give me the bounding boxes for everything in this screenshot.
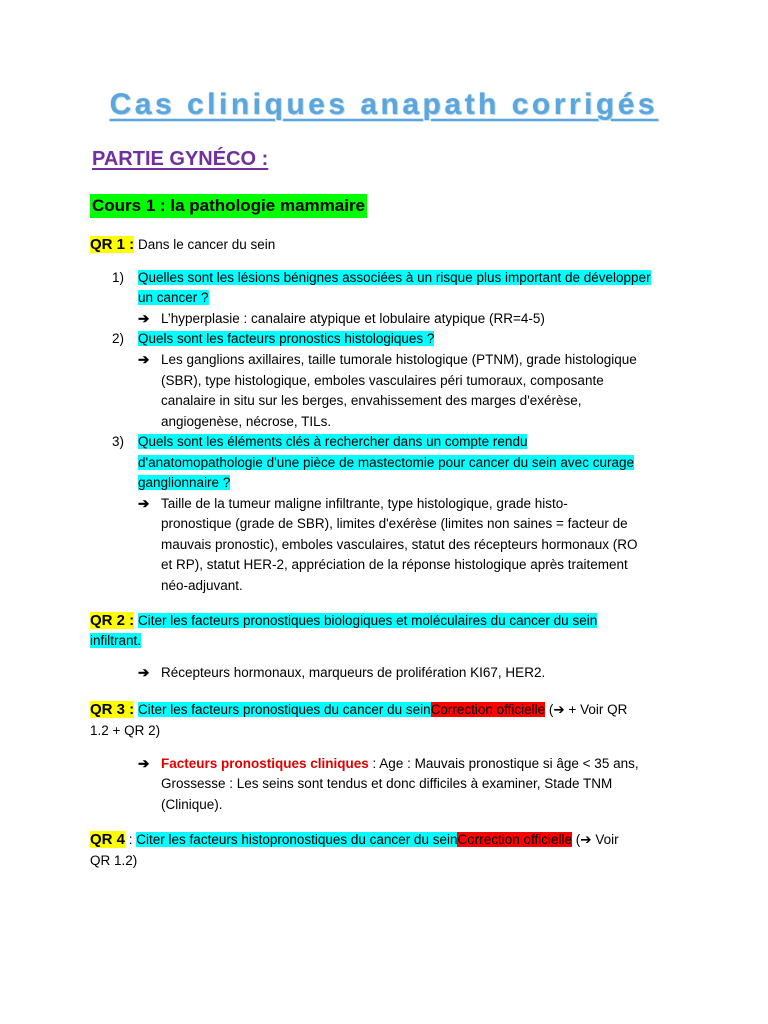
qr3-answer-red: Facteurs pronostiques cliniques xyxy=(161,756,369,771)
arrow-icon: ➔ xyxy=(580,832,592,847)
arrow-icon: ➔ xyxy=(138,496,150,511)
qr2-question2: infiltrant. xyxy=(90,633,142,648)
q1-text1: Quelles sont les lésions bénignes associées à un risque plus important de développer xyxy=(138,270,651,285)
document-title: Cas cliniques anapath corrigés xyxy=(109,88,659,121)
qr4-sep: : xyxy=(125,832,133,847)
q1-line1 xyxy=(138,268,651,289)
a3-line4: et RP), statut HER-2, appréciation de la réponse histologique après traitement xyxy=(161,557,628,572)
qr3-tail-text: + Voir QR xyxy=(564,702,628,717)
qr3-answer2: Grossesse : Les seins sont tendus et donc difficiles à examiner, Stade TNM xyxy=(161,776,613,791)
qr3-line1 xyxy=(90,700,627,721)
q1-number: 1) xyxy=(112,270,125,285)
qr4-line2: QR 1.2) xyxy=(90,853,138,868)
qr3-badge: Correction officielle xyxy=(430,702,546,717)
a3-line3: mauvais pronostic), emboles vasculaires, statut des récepteurs hormonaux (RO xyxy=(161,537,638,552)
qr3-answer1 xyxy=(161,754,639,775)
qr3-label: QR 3 : xyxy=(90,701,135,718)
arrow-icon: ➔ xyxy=(138,756,150,771)
a2-line4: angiogenèse, nécrose, TILs. xyxy=(161,414,332,429)
a2-line2: (SBR), type histologique, emboles vasculaires péri tumoraux, composante xyxy=(161,373,604,388)
q3-line1 xyxy=(138,432,527,453)
q3-line2 xyxy=(138,453,634,474)
q2-line xyxy=(138,329,434,350)
a3-line1: Taille de la tumeur maligne infiltrante, type histologique, grade histo- xyxy=(161,496,568,511)
qr1-label: QR 1 : xyxy=(90,236,135,253)
a2-line3: canalaire in situ sur les berges, envahissement des marges d'exérèse, xyxy=(161,393,582,408)
course-heading: Cours 1 : la pathologie mammaire xyxy=(90,194,367,218)
qr2-line2 xyxy=(90,631,141,652)
q3-number: 3) xyxy=(112,434,125,449)
q2-number: 2) xyxy=(112,331,125,346)
a1-text: L’hyperplasie : canalaire atypique et lobulaire atypique (RR=4-5) xyxy=(161,311,545,326)
qr2-line1 xyxy=(90,611,597,632)
qr1-intro: Dans le cancer du sein xyxy=(134,237,276,252)
section-heading: PARTIE GYNÉCO : xyxy=(92,148,269,170)
arrow-icon: ➔ xyxy=(138,352,150,367)
q2-text: Quels sont les facteurs pronostics histologiques ? xyxy=(138,331,435,346)
q3-line3 xyxy=(138,473,230,494)
qr4-question: Citer les facteurs histopronostiques du cancer du sein xyxy=(136,832,458,847)
qr3-question: Citer les facteurs pronostiques du cancer du sein xyxy=(137,702,431,717)
qr1-line xyxy=(90,235,275,256)
q1-text2: un cancer ? xyxy=(138,290,209,305)
arrow-icon: ➔ xyxy=(138,311,150,326)
qr3-tail-open: ( xyxy=(545,702,554,717)
qr3-answer-rest: : Age : Mauvais pronostique si âge < 35 ans, xyxy=(368,756,639,771)
qr2-question1: Citer les facteurs pronostiques biologiques et moléculaires du cancer du sein xyxy=(137,613,598,628)
arrow-icon: ➔ xyxy=(138,665,150,680)
q3-text1: Quels sont les éléments clés à rechercher dans un compte rendu xyxy=(138,434,528,449)
qr4-label: QR 4 xyxy=(90,831,126,848)
q1-line2 xyxy=(138,288,209,309)
qr4-badge: Correction officielle xyxy=(457,832,573,847)
qr2-label: QR 2 : xyxy=(90,612,135,629)
qr4-tail-text: Voir xyxy=(591,832,619,847)
qr2-answer: Récepteurs hormonaux, marqueurs de prolifération KI67, HER2. xyxy=(161,665,546,680)
arrow-icon: ➔ xyxy=(553,702,565,717)
qr4-line1 xyxy=(90,830,619,851)
a3-line2: pronostique (grade de SBR), limites d'exérèse (limites non saines = facteur de xyxy=(161,516,628,531)
qr3-line2: 1.2 + QR 2) xyxy=(90,723,161,738)
a3-line5: néo-adjuvant. xyxy=(161,578,243,593)
a2-line1: Les ganglions axillaires, taille tumorale histologique (PTNM), grade histologique xyxy=(161,352,637,367)
qr3-answer3: (Clinique). xyxy=(161,797,223,812)
qr4-tail-open: ( xyxy=(572,832,581,847)
q3-text2: d'anatomopathologie d'une pièce de mastectomie pour cancer du sein avec curage xyxy=(138,455,634,470)
q3-text3: ganglionnaire ? xyxy=(138,475,231,490)
